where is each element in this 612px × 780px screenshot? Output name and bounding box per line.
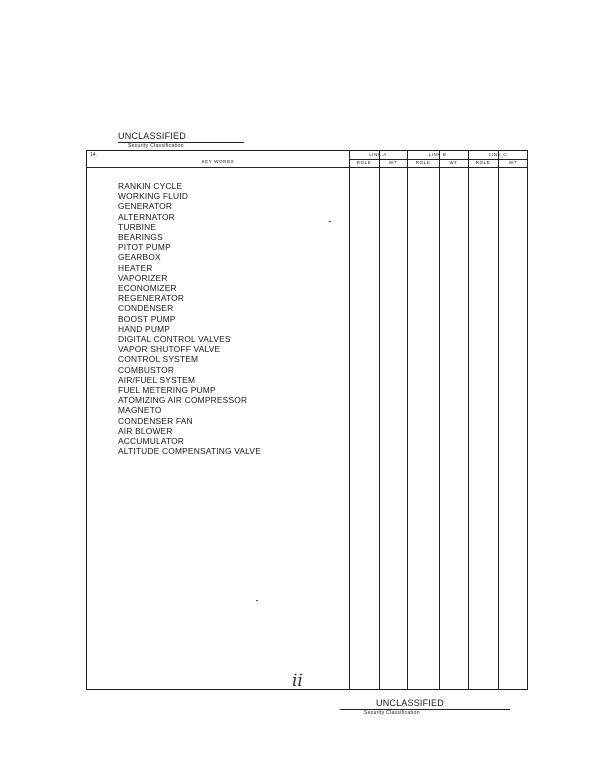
column-rule-link-c-wt bbox=[498, 151, 499, 689]
key-word-item: ALTITUDE COMPENSATING VALVE bbox=[118, 446, 261, 457]
link-c-role-header: ROLE bbox=[475, 160, 491, 165]
key-word-item: MAGNETO bbox=[118, 405, 162, 416]
key-word-item: HEATER bbox=[118, 262, 153, 273]
key-word-item: BEARINGS bbox=[118, 232, 163, 243]
link-b-role-header: ROLE bbox=[415, 160, 431, 165]
key-word-item: CONDENSER FAN bbox=[118, 415, 193, 426]
link-c-header: LINK C bbox=[488, 152, 508, 157]
key-word-item: CONTROL SYSTEM bbox=[118, 354, 199, 365]
field-number: 14. bbox=[90, 152, 97, 158]
key-word-item: DIGITAL CONTROL VALVES bbox=[118, 334, 231, 345]
scan-speck bbox=[329, 221, 331, 222]
key-word-item: VAPOR SHUTOFF VALVE bbox=[118, 344, 221, 355]
key-word-item: WORKING FLUID bbox=[118, 191, 189, 202]
key-word-item: ATOMIZING AIR COMPRESSOR bbox=[118, 395, 248, 406]
header-bottom-rule bbox=[87, 167, 527, 168]
key-word-item: COMBUSTOR bbox=[118, 364, 175, 375]
key-word-item: AIR BLOWER bbox=[118, 425, 173, 436]
key-word-item: FUEL METERING PUMP bbox=[118, 385, 216, 396]
key-word-item: AIR/FUEL SYSTEM bbox=[118, 374, 196, 385]
key-word-item: CONDENSER bbox=[118, 303, 174, 314]
column-rule-link-c-role bbox=[468, 151, 469, 689]
link-a-header: LINK A bbox=[369, 152, 387, 157]
link-b-header: LINK B bbox=[428, 152, 447, 157]
page-number-mark: ii bbox=[292, 671, 303, 691]
key-word-item: RANKIN CYCLE bbox=[118, 181, 183, 191]
key-word-item: ECONOMIZER bbox=[118, 283, 177, 294]
link-a-wt-header: WT bbox=[388, 160, 398, 165]
key-words-list bbox=[118, 181, 261, 456]
key-word-item: ALTERNATOR bbox=[118, 211, 175, 222]
key-word-item: PITOT PUMP bbox=[118, 242, 171, 253]
key-word-item: REGENERATOR bbox=[118, 293, 185, 304]
column-rule-link-b-wt bbox=[439, 151, 440, 689]
link-a-role-header: ROLE bbox=[356, 160, 372, 165]
key-word-item: HAND PUMP bbox=[118, 323, 171, 334]
bottom-classification-block bbox=[340, 698, 510, 717]
bottom-classification-label: UNCLASSIFIED bbox=[376, 698, 444, 708]
key-word-item: BOOST PUMP bbox=[118, 313, 176, 324]
top-classification-caption: Security Classification bbox=[128, 143, 184, 149]
link-c-wt-header: WT bbox=[508, 160, 518, 165]
column-rule-link-a-wt bbox=[379, 151, 380, 689]
key-words-header: KEY WORDS bbox=[201, 159, 235, 164]
link-b-wt-header: WT bbox=[449, 160, 458, 165]
column-rule-link-b-role bbox=[407, 151, 408, 689]
scan-speck bbox=[256, 600, 258, 601]
key-word-item: VAPORIZER bbox=[118, 272, 168, 283]
column-rule-link-a-role bbox=[349, 151, 350, 689]
key-word-item: GENERATOR bbox=[118, 201, 173, 212]
top-classification-label: UNCLASSIFIED bbox=[118, 131, 186, 141]
key-word-item: GEARBOX bbox=[118, 252, 161, 263]
bottom-classification-caption: Security Classification bbox=[364, 710, 420, 716]
key-word-item: TURBINE bbox=[118, 221, 157, 232]
key-word-item: ACCUMULATOR bbox=[118, 436, 185, 447]
top-classification-block bbox=[118, 131, 246, 149]
key-words-table bbox=[86, 150, 528, 690]
